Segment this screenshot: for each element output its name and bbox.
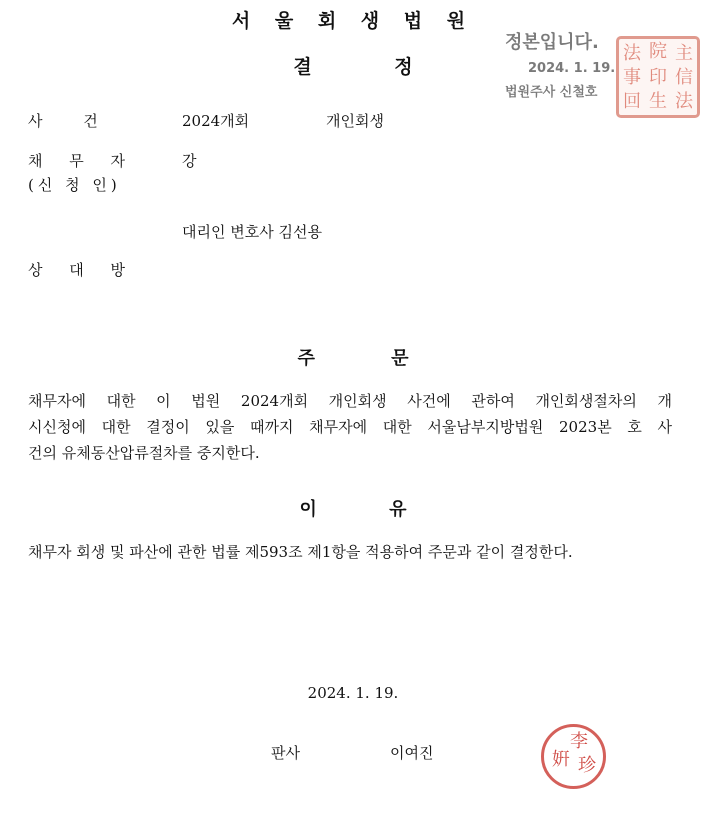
case-number: 2024개회 xyxy=(182,112,250,130)
debtor-name: 강 xyxy=(182,152,197,170)
order-line-3: 건의 유체동산압류절차를 중지한다. xyxy=(28,444,260,462)
applicant-label: (신 청 인) xyxy=(28,176,121,194)
counterparty-label: 상 대 방 xyxy=(28,261,137,279)
certified-copy-date: 2024. 1. 19. xyxy=(528,61,616,76)
judge-seal: 李 姸 珍 xyxy=(541,724,606,789)
reason-text: 채무자 회생 및 파산에 관한 법률 제593조 제1항을 적용하여 주문과 같이 결정한다. xyxy=(28,543,573,561)
order-line-1: 채무자에 대한 이 법원 2024개회 개인회생 사건에 관하여 개인회생절차의 개 xyxy=(28,392,672,410)
order-heading: 주 문 xyxy=(297,348,409,369)
judge-title: 판사 xyxy=(271,744,300,762)
case-label: 사 건 xyxy=(28,112,116,130)
certifying-officer: 법원주사 신철호 xyxy=(505,85,598,100)
debtor-label: 채 무 자 xyxy=(28,152,137,170)
judge-name: 이여진 xyxy=(390,744,434,762)
order-line-2: 시신청에 대한 결정이 있을 때까지 채무자에 대한 서울남부지방법원 2023본 호 사 xyxy=(28,418,672,436)
order-text xyxy=(28,388,672,466)
legal-agent: 대리인 변호사 김선용 xyxy=(182,223,322,241)
reason-heading: 이 유 xyxy=(299,499,407,520)
court-name: 서 울 회 생 법 원 xyxy=(231,10,475,32)
document-type: 결 정 xyxy=(293,56,413,78)
certified-copy-title: 정본입니다. xyxy=(505,32,599,53)
case-type: 개인회생 xyxy=(326,112,384,130)
decision-date: 2024. 1. 19. xyxy=(307,684,399,702)
court-official-seal: 法 院 主 事 印 信 回 生 法 xyxy=(616,36,700,118)
